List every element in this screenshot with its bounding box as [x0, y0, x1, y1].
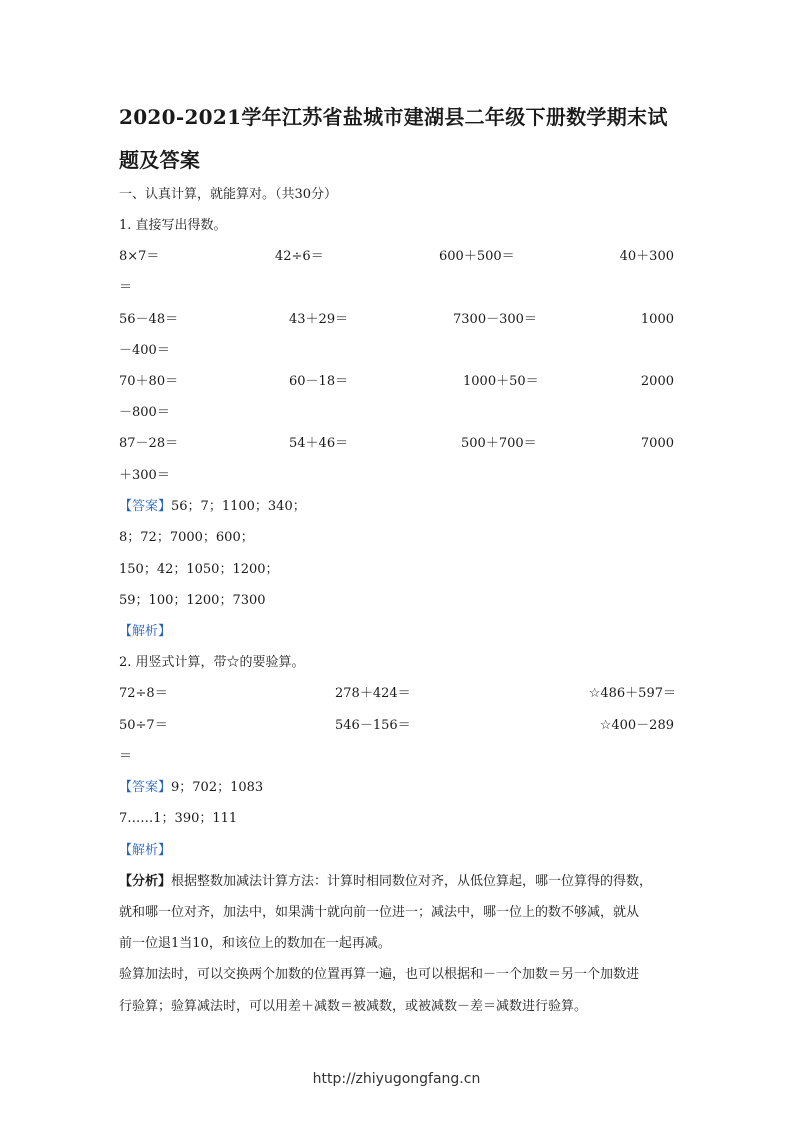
calc-wrap: ＝ [119, 280, 133, 295]
answer-tag: 【答案】 [119, 499, 172, 514]
calc-item: ☆400－289 [599, 718, 674, 733]
answer-line [119, 779, 263, 797]
calc-item: 7300－300＝ [453, 312, 537, 327]
analysis-text: 就和哪一位对齐，加法中，如果满十就向前一位进一；减法中，哪一位上的数不够减，就从 [119, 905, 640, 920]
answer-text: 8；72；7000；600； [119, 530, 254, 545]
analysis-tag: 【解析】 [119, 624, 172, 639]
calc-row [119, 717, 674, 735]
footer-url: http://zhiyugongfang.cn [312, 1071, 481, 1087]
calc-item: 1000 [640, 312, 674, 327]
calc-item: 60－18＝ [289, 374, 349, 389]
calc-item: 56－48＝ [119, 312, 179, 327]
calc-item: 2000 [640, 374, 674, 389]
question-2-prompt: 2. 用竖式计算，带☆的要验算。 [119, 655, 305, 670]
answer-text: 59；100；1200；7300 [119, 593, 266, 608]
calc-item: 600＋500＝ [439, 249, 515, 264]
calc-row [119, 248, 674, 266]
fenxi-tag: 【分析】 [119, 874, 172, 889]
answer-text: 150；42；1050；1200； [119, 562, 279, 577]
calc-item: 7000 [640, 436, 674, 451]
calc-row [119, 685, 674, 703]
calc-item: 40＋300 [619, 249, 674, 264]
calc-item: 54＋46＝ [289, 436, 349, 451]
calc-wrap: －400＝ [119, 343, 170, 358]
analysis-text: 验算加法时，可以交换两个加数的位置再算一遍，也可以根据和－一个加数＝另一个加数进 [119, 967, 640, 982]
calc-item: 278＋424＝ [335, 686, 411, 701]
answer-line [119, 498, 306, 516]
page-title-line-2: 题及答案 [119, 148, 201, 172]
calc-item: 1000＋50＝ [463, 374, 539, 389]
calc-item: 50÷7＝ [119, 718, 168, 733]
calc-wrap: ＝ [119, 749, 133, 764]
calc-item: 72÷8＝ [119, 686, 168, 701]
page-title-line-1: 2020-2021学年江苏省盐城市建湖县二年级下册数学期末试 [119, 105, 668, 129]
section-heading: 一、认真计算，就能算对。（共30分） [119, 187, 338, 202]
calc-item: 42÷6＝ [275, 249, 324, 264]
calc-item: 87－28＝ [119, 436, 179, 451]
calc-item: 70＋80＝ [119, 374, 179, 389]
analysis-paragraph [119, 873, 652, 891]
calc-row [119, 311, 674, 329]
calc-row [119, 435, 674, 453]
question-1-prompt: 1. 直接写出得数。 [119, 218, 227, 233]
calc-item: 500＋700＝ [461, 436, 537, 451]
analysis-tag: 【解析】 [119, 843, 172, 858]
analysis-text: 根据整数加减法计算方法：计算时相同数位对齐，从低位算起，哪一位算得的得数， [171, 874, 653, 889]
calc-row [119, 373, 674, 391]
answer-text: 56；7；1100；340； [171, 499, 306, 514]
calc-item: 8×7＝ [119, 249, 160, 264]
calc-item: 43＋29＝ [289, 312, 349, 327]
answer-text: 9；702；1083 [171, 780, 264, 795]
answer-tag: 【答案】 [119, 780, 172, 795]
answer-text: 7……1；390；111 [119, 811, 238, 826]
calc-item: ☆486＋597＝ [588, 686, 676, 701]
calc-wrap: －800＝ [119, 405, 170, 420]
analysis-text: 前一位退1当10，和该位上的数加在一起再减。 [119, 936, 391, 951]
calc-item: 546－156＝ [335, 718, 411, 733]
analysis-text: 行验算；验算减法时，可以用差＋减数＝被减数，或被减数－差＝减数进行验算。 [119, 999, 588, 1014]
calc-wrap: ＋300＝ [119, 468, 170, 483]
